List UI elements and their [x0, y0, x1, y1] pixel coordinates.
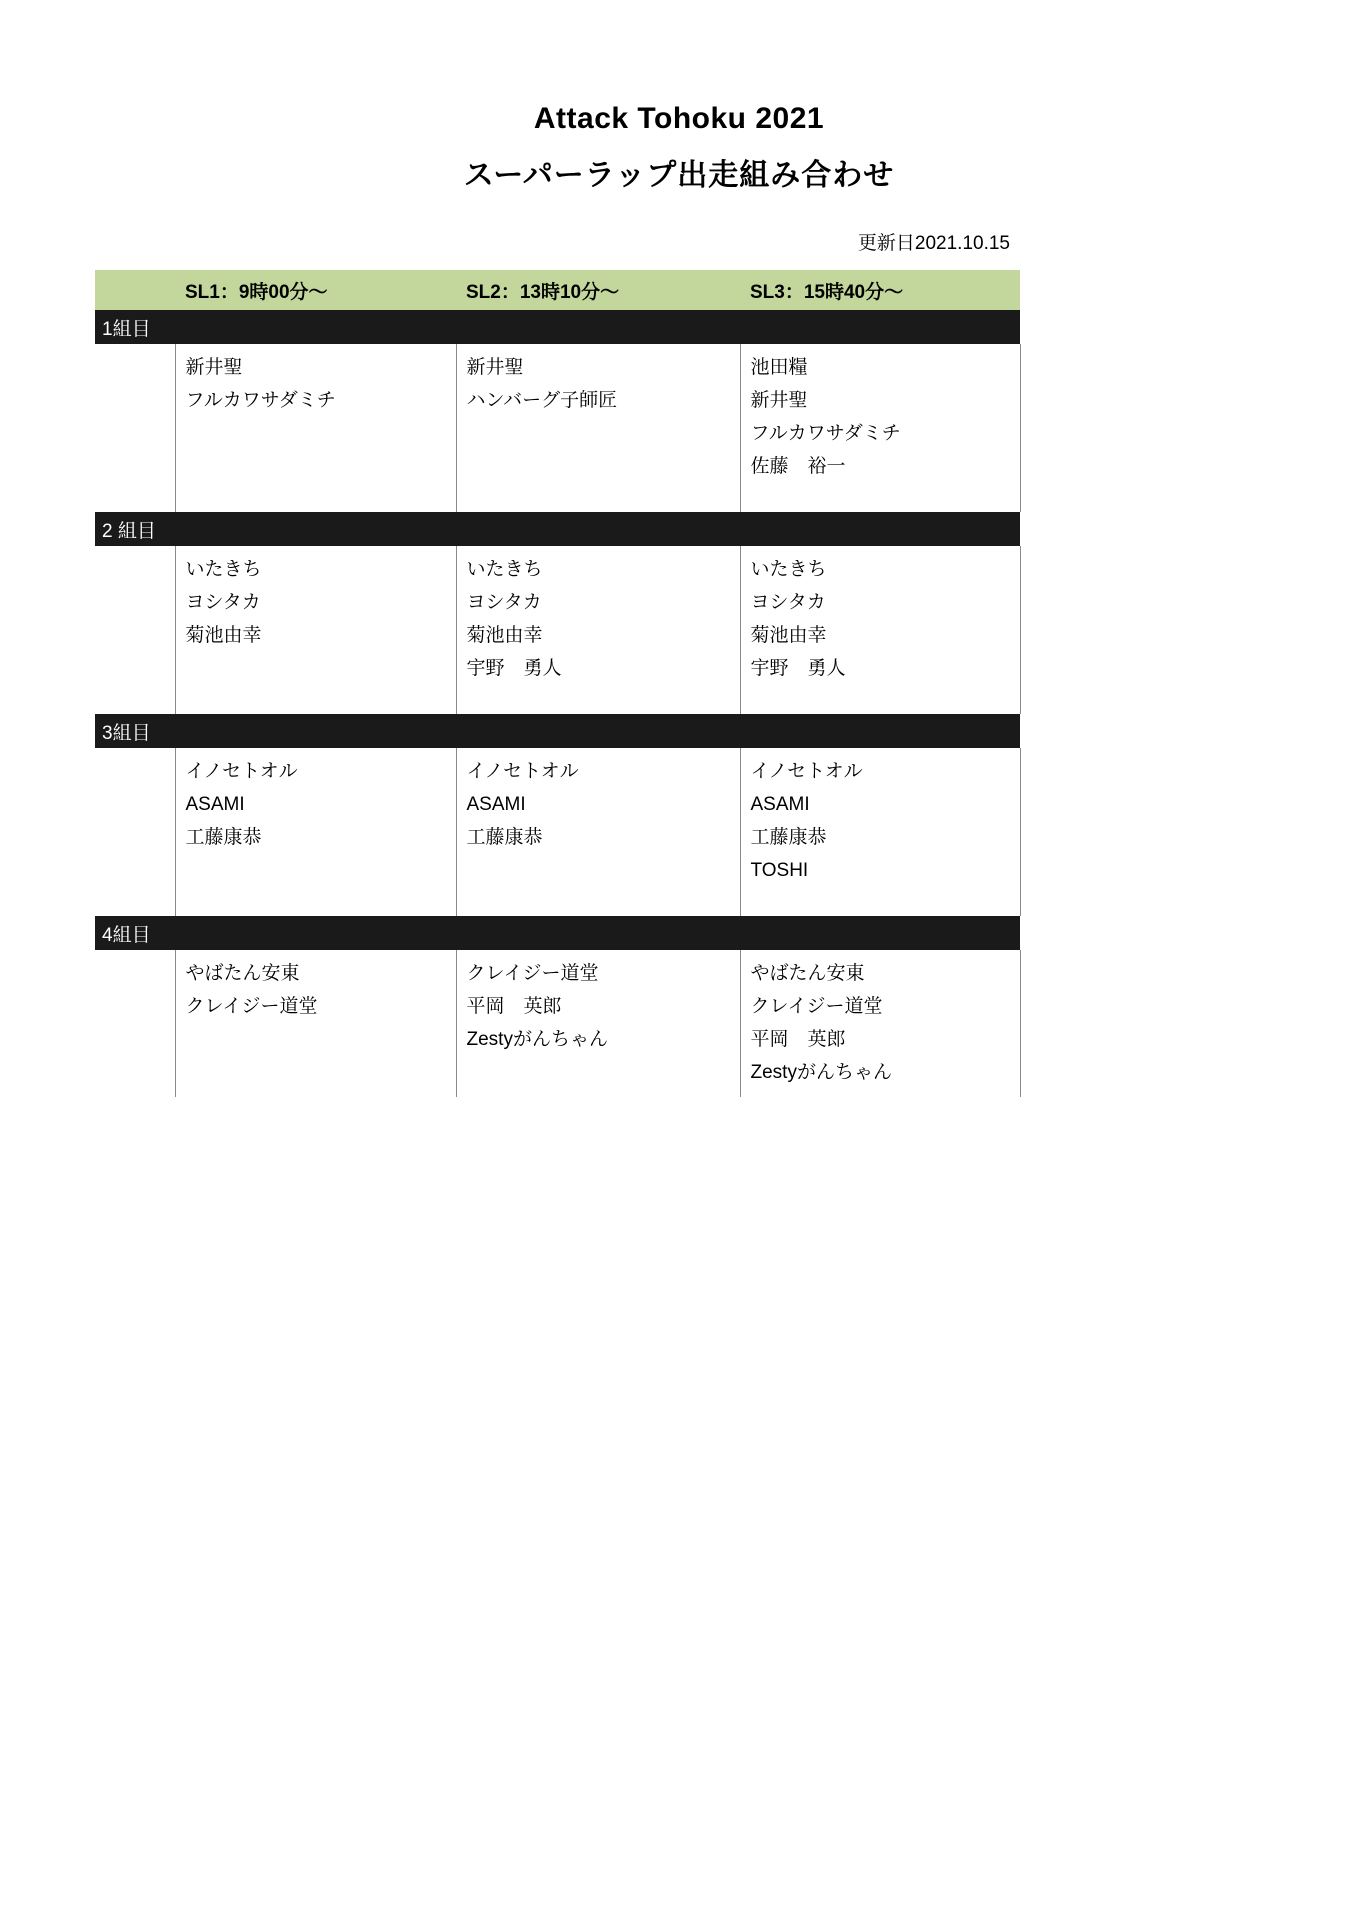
updated-date: 更新日2021.10.15	[857, 233, 1010, 254]
row-label-spacer	[95, 546, 175, 714]
entrant-name: いたきち	[750, 559, 827, 580]
entrants-cell-sl2	[456, 344, 740, 512]
entrant-name: イノセトオル	[750, 761, 863, 782]
entrants-cell-sl1	[175, 344, 456, 512]
entrant-name: 工藤康恭	[750, 826, 827, 848]
entrants-cell-sl1	[175, 950, 456, 1097]
entrants-cell-sl1	[175, 546, 456, 714]
group-names-row	[95, 344, 1020, 512]
group-header-row	[95, 916, 1020, 950]
page-subtitle: スーパーラップ出走組み合わせ	[463, 159, 895, 192]
entrant-name: イノセトオル	[466, 761, 579, 782]
schedule-table-wrapper	[95, 270, 1020, 1097]
group-filler	[456, 714, 740, 748]
entrant-name: ASAMI	[750, 793, 810, 815]
group-filler	[740, 916, 1020, 950]
group-filler	[175, 916, 456, 950]
entrant-name: 菊池由幸	[466, 624, 543, 646]
entrant-name: ヨシタカ	[466, 591, 542, 613]
entrant-name: 平岡 英郎	[750, 1028, 846, 1050]
table-header-row	[95, 270, 1020, 310]
entrant-name: クレイジー道堂	[750, 995, 883, 1017]
entrant-name: ASAMI	[185, 793, 245, 815]
entrant-name: 佐藤 裕一	[750, 455, 846, 477]
entrants-cell-sl2	[456, 748, 740, 916]
entrant-name: いたきち	[466, 559, 543, 580]
entrant-name: いたきち	[185, 559, 262, 580]
row-label-spacer	[95, 748, 175, 916]
entrant-name: フルカワサダミチ	[185, 389, 336, 411]
group-label: 2 組目	[95, 512, 175, 546]
schedule-table	[95, 270, 1021, 1097]
group-filler	[456, 310, 740, 344]
entrant-name: イノセトオル	[185, 761, 298, 782]
group-names-row	[95, 950, 1020, 1097]
table-header-corner	[95, 270, 175, 310]
entrant-name: ヨシタカ	[750, 591, 826, 613]
entrant-name: やばたん安東	[750, 963, 865, 984]
entrants-cell-sl2	[456, 950, 740, 1097]
group-filler	[175, 714, 456, 748]
entrant-name: 工藤康恭	[466, 826, 543, 848]
row-label-spacer	[95, 344, 175, 512]
entrant-name: 宇野 勇人	[750, 657, 846, 679]
group-names-row	[95, 748, 1020, 916]
entrant-name: Zestyがんちゃん	[466, 1028, 608, 1050]
title-block	[0, 0, 1358, 198]
entrant-name: 池田糧	[750, 357, 808, 378]
entrant-name: クレイジー道堂	[466, 963, 599, 984]
entrants-cell-sl3	[740, 344, 1020, 512]
group-names-row	[95, 546, 1020, 714]
group-filler	[175, 310, 456, 344]
entrant-name: ASAMI	[466, 793, 526, 815]
entrant-name: ハンバーグ子師匠	[466, 389, 618, 411]
table-header-sl2: SL2：13時10分〜	[456, 270, 740, 310]
group-label: 1組目	[95, 310, 175, 344]
group-filler	[740, 310, 1020, 344]
group-header-row	[95, 310, 1020, 344]
group-filler	[740, 714, 1020, 748]
table-header-sl1: SL1：9時00分〜	[175, 270, 456, 310]
entrant-name: 新井聖	[750, 389, 808, 411]
entrant-name: Zestyがんちゃん	[750, 1061, 892, 1083]
entrants-cell-sl3	[740, 950, 1020, 1097]
entrant-name: TOSHI	[750, 859, 809, 881]
entrant-name: 平岡 英郎	[466, 995, 562, 1017]
entrant-name: 新井聖	[185, 357, 243, 378]
group-filler	[456, 916, 740, 950]
entrant-name: 宇野 勇人	[466, 657, 562, 679]
page-title: Attack Tohoku 2021	[533, 102, 825, 135]
group-filler	[740, 512, 1020, 546]
group-label: 4組目	[95, 916, 175, 950]
group-label: 3組目	[95, 714, 175, 748]
entrant-name: クレイジー道堂	[185, 995, 318, 1017]
entrant-name: やばたん安東	[185, 963, 300, 984]
group-header-row	[95, 714, 1020, 748]
table-header-sl3: SL3：15時40分〜	[740, 270, 1020, 310]
entrants-cell-sl2	[456, 546, 740, 714]
group-filler	[175, 512, 456, 546]
entrant-name: フルカワサダミチ	[750, 422, 901, 444]
entrants-cell-sl3	[740, 748, 1020, 916]
group-filler	[456, 512, 740, 546]
entrants-cell-sl3	[740, 546, 1020, 714]
entrant-name: 菊池由幸	[750, 624, 827, 646]
entrants-cell-sl1	[175, 748, 456, 916]
entrant-name: 菊池由幸	[185, 624, 262, 646]
entrant-name: ヨシタカ	[185, 591, 261, 613]
group-header-row	[95, 512, 1020, 546]
row-label-spacer	[95, 950, 175, 1097]
entrant-name: 工藤康恭	[185, 826, 262, 848]
entrant-name: 新井聖	[466, 357, 524, 378]
